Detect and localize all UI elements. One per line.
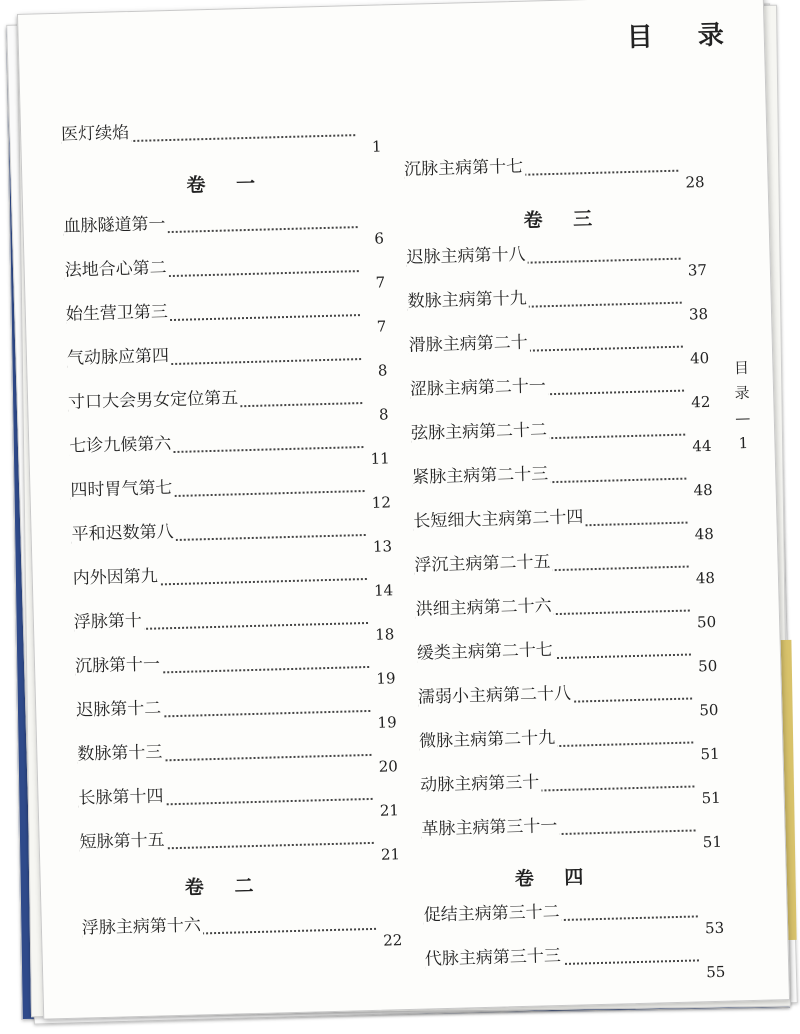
- entry-page: 55: [705, 962, 726, 982]
- entry-title: 代脉主病第三十三: [424, 941, 563, 970]
- entry-page: 40: [689, 348, 710, 368]
- toc-entry: [66, 335, 388, 380]
- entry-title: 迟脉主病第十八: [406, 240, 528, 268]
- toc-entry: [74, 643, 396, 688]
- runner-number: 1: [738, 433, 749, 453]
- entry-page: 19: [377, 713, 397, 732]
- toc-entry: [410, 411, 712, 456]
- entry-title: 缓类主病第二十七: [416, 635, 555, 664]
- toc-left-column: [58, 5, 403, 950]
- entry-title: 长脉第十四: [78, 781, 166, 808]
- entry-page: 11: [370, 449, 390, 468]
- toc-entry: [421, 807, 723, 852]
- toc-entry: [72, 555, 394, 600]
- entry-page: 48: [695, 568, 716, 588]
- entry-title: 紧脉主病第二十三: [412, 459, 551, 488]
- entry-page: 51: [700, 744, 720, 764]
- entry-page: 12: [371, 493, 392, 512]
- toc-entry: [415, 587, 717, 632]
- toc-entry: [70, 467, 392, 512]
- entry-page: 28: [685, 173, 705, 192]
- entry-title: 短脉第十五: [79, 825, 167, 852]
- entry-title: 血脉隧道第一: [63, 209, 168, 237]
- entry-title: 濡弱小主病第二十八: [418, 679, 574, 708]
- entry-title: 长短细大主病第二十四: [413, 502, 586, 531]
- entry-title: 洪细主病第二十六: [415, 591, 554, 620]
- entry-title: 浮沉主病第二十五: [414, 547, 553, 576]
- entry-page: 13: [372, 537, 393, 556]
- toc-entry: [71, 511, 393, 556]
- entry-page: 6: [374, 229, 385, 248]
- entry-page: 50: [697, 656, 718, 676]
- entry-title: 沉脉第十一: [75, 649, 163, 676]
- entry-title: 沉脉主病第十七: [404, 152, 526, 180]
- entry-title: 气动脉应第四: [67, 341, 172, 369]
- toc-entry: [407, 279, 709, 324]
- toc-entry: [417, 675, 719, 720]
- entry-title: 始生营卫第三: [65, 297, 170, 325]
- entry-title: 迟脉第十二: [76, 693, 164, 720]
- entry-page: 21: [379, 801, 400, 820]
- entry-page: 53: [704, 918, 725, 938]
- running-header: [731, 356, 754, 456]
- runner-char: 目: [733, 358, 750, 378]
- entry-page: 48: [694, 524, 715, 544]
- toc-entry: [424, 937, 726, 982]
- runner-char: 录: [734, 383, 750, 403]
- toc-entry: [409, 367, 711, 412]
- toc-entry: [416, 631, 718, 676]
- entry-page: 44: [692, 436, 712, 456]
- toc-entry: [408, 323, 710, 368]
- entry-page: 51: [702, 832, 723, 852]
- entry-title: 数脉主病第十九: [407, 284, 529, 312]
- toc-entry: [63, 203, 385, 248]
- toc-entry: [411, 455, 713, 500]
- entry-title: 寸口大会男女定位第五: [68, 383, 241, 412]
- volume-heading: 卷 三: [523, 207, 605, 232]
- entry-page: 19: [376, 669, 396, 688]
- toc-entry: [67, 379, 389, 424]
- entry-title: 医灯续焰: [61, 118, 132, 145]
- volume-heading: 卷 一: [186, 172, 268, 197]
- toc-entry: [406, 235, 708, 280]
- entry-page: 1: [371, 137, 382, 156]
- entry-page: 38: [688, 304, 709, 324]
- toc-entry: [73, 599, 395, 644]
- toc-entry: [78, 775, 400, 820]
- entry-page: 37: [687, 260, 708, 280]
- entry-title: 微脉主病第二十九: [419, 723, 558, 752]
- entry-title: 平和迟数第八: [71, 517, 176, 545]
- entry-page: 8: [377, 361, 388, 380]
- toc-entry: [77, 731, 399, 776]
- toc-entry: [418, 719, 720, 764]
- page-title: 目 录: [626, 19, 743, 53]
- entry-page: 21: [380, 845, 401, 864]
- entry-title: 促结主病第三十二: [423, 897, 562, 926]
- entry-page: 42: [691, 392, 711, 412]
- entry-page: 14: [373, 581, 394, 600]
- entry-page: 18: [375, 625, 395, 644]
- toc-entry: [64, 247, 386, 292]
- runner-dash: —: [735, 408, 751, 428]
- entry-title: 法地合心第二: [64, 253, 169, 281]
- toc-entry: [75, 687, 397, 732]
- entry-page: 50: [699, 700, 719, 720]
- toc-entry: [79, 819, 401, 864]
- toc-entry: [65, 291, 387, 336]
- toc-page: [17, 0, 790, 1020]
- entry-page: 7: [375, 273, 386, 292]
- volume-heading: 卷 二: [184, 874, 266, 899]
- entry-page: 8: [378, 405, 389, 424]
- entry-title: 滑脉主病第二十: [408, 328, 530, 356]
- entry-page: 7: [376, 317, 387, 336]
- entry-title: 浮脉第十: [74, 606, 145, 633]
- entry-title: 七诊九候第六: [69, 429, 174, 457]
- entry-title: 数脉第十三: [77, 737, 165, 764]
- toc-entry: [81, 905, 403, 950]
- toc-entry: [413, 499, 715, 544]
- entry-title: 弦脉主病第二十二: [411, 415, 550, 444]
- entry-page: 20: [378, 757, 399, 776]
- toc-entry: [69, 423, 390, 468]
- entry-page: 48: [693, 480, 713, 500]
- toc-entry: [403, 147, 705, 192]
- toc-entry: [423, 893, 725, 938]
- entry-title: 四时胃气第七: [70, 473, 175, 501]
- toc-entry: [414, 543, 716, 588]
- toc-entry: [60, 111, 382, 156]
- entry-page: 51: [701, 788, 721, 808]
- entry-page: 22: [383, 931, 403, 950]
- entry-title: 革脉主病第三十一: [421, 811, 560, 840]
- entry-title: 浮脉主病第十六: [82, 910, 204, 938]
- entry-title: 动脉主病第三十: [420, 767, 542, 795]
- entry-title: 内外因第九: [72, 561, 160, 588]
- entry-page: 50: [696, 612, 717, 632]
- volume-heading: 卷 四: [514, 866, 596, 891]
- toc-entry: [420, 763, 721, 808]
- entry-title: 涩脉主病第二十一: [410, 371, 549, 400]
